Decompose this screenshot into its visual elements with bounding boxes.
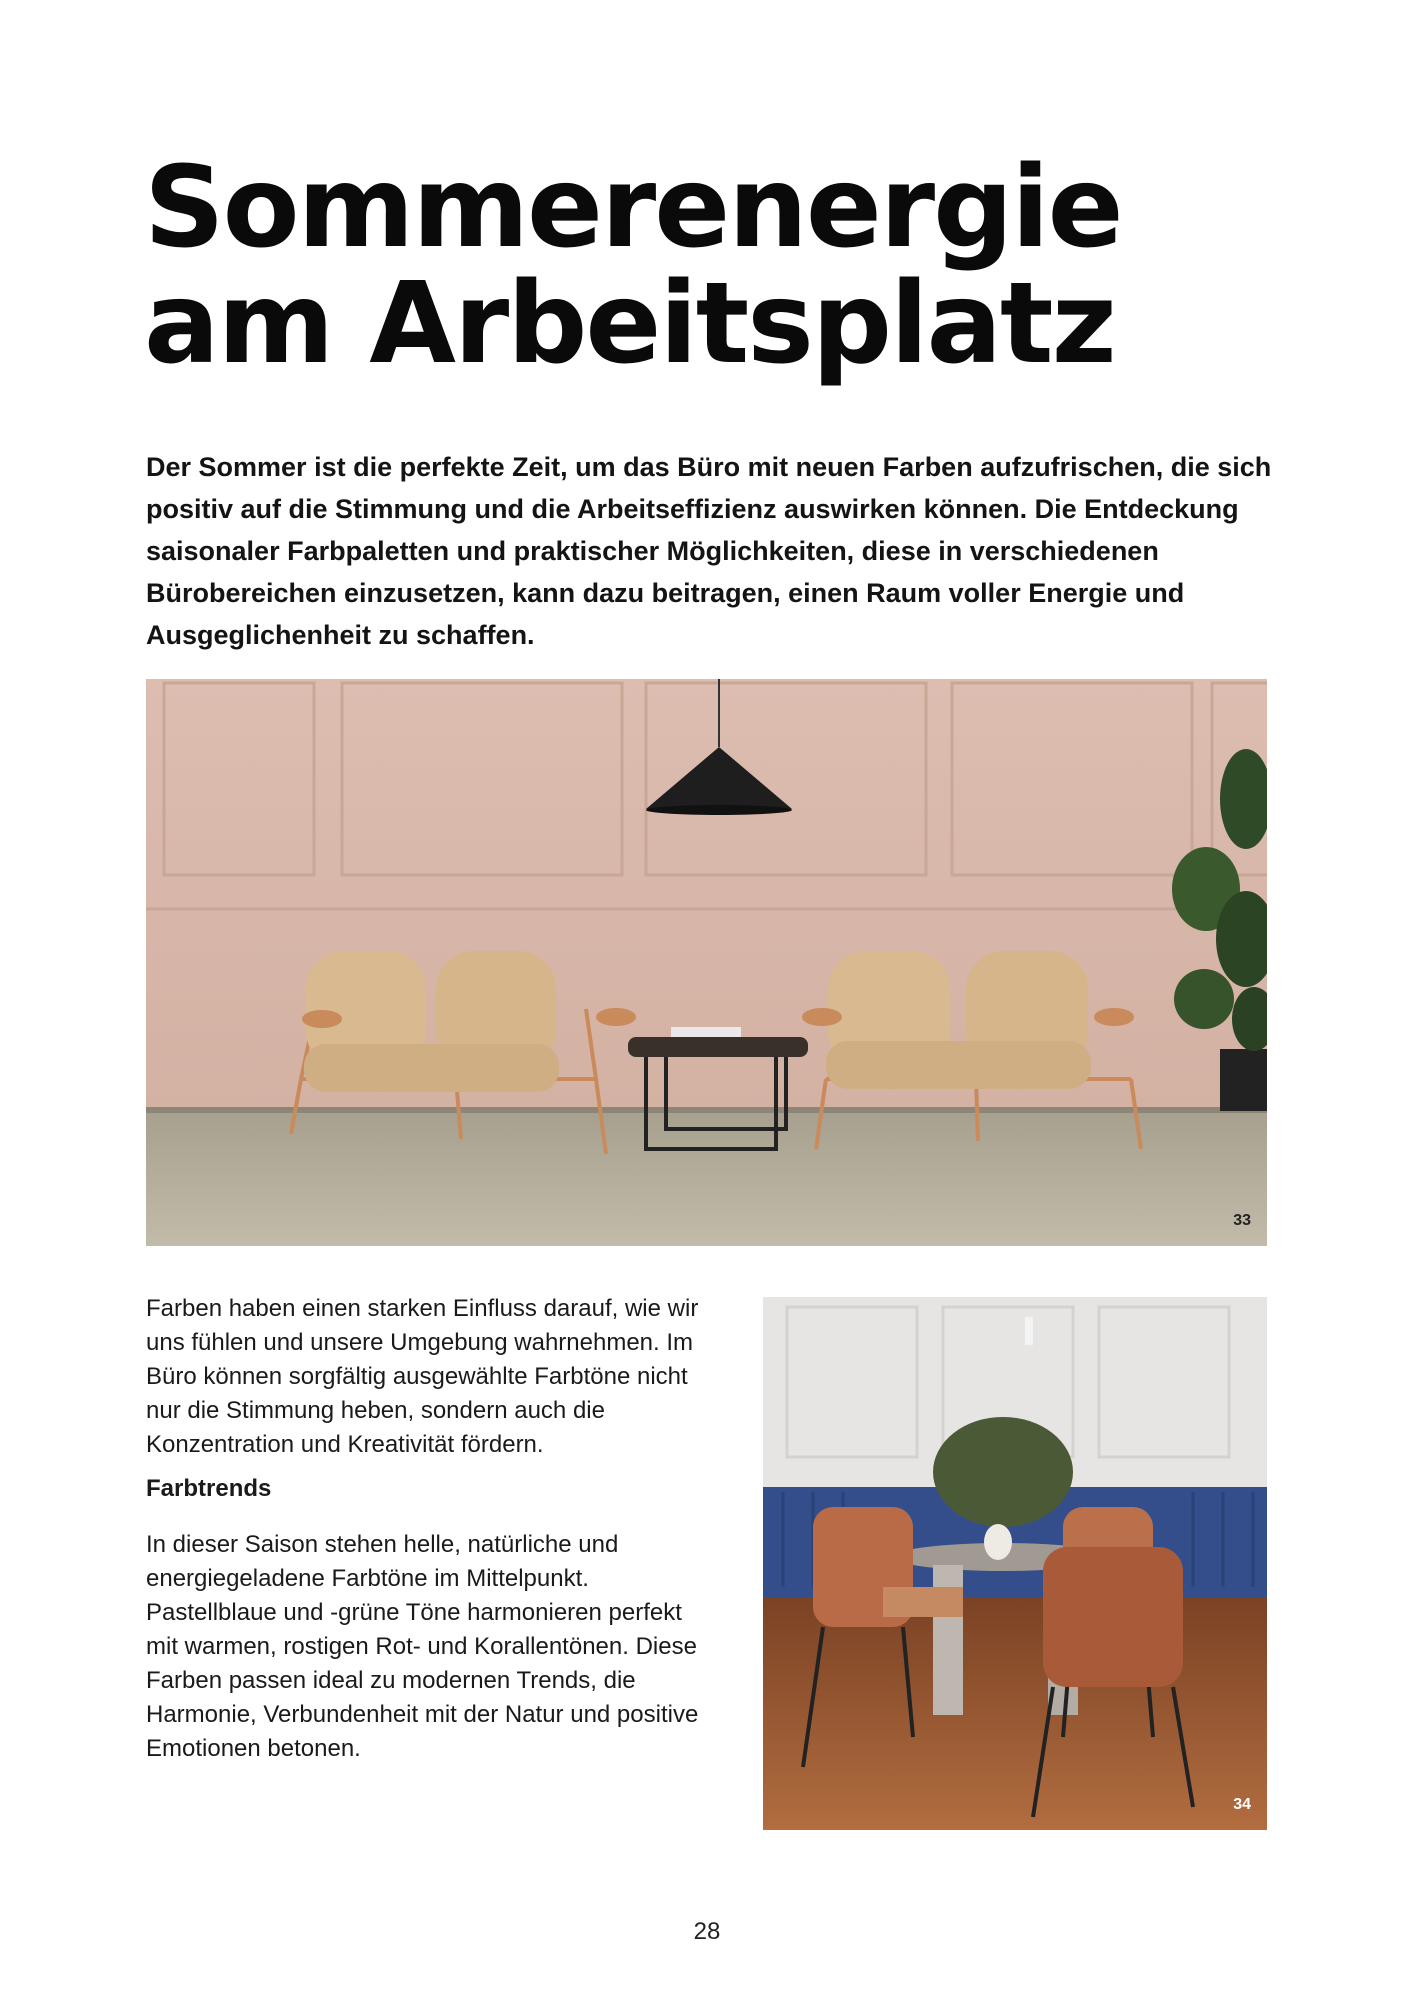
title-line-2: am Arbeitsplatz — [144, 259, 1115, 389]
intro-paragraph: Farben haben einen starken Einfluss darauf, wie wir uns fühlen und unsere Umgebung wahrnehmen. Im Büro können sorgfältig ausgewählte Farbtöne nicht nur die Stimmung heben, sondern auch die Konzentration und Kreativität fördern. — [146, 1295, 699, 1458]
floor — [146, 1111, 1267, 1246]
dining-photo — [763, 1297, 1267, 1830]
page-number: 28 — [693, 1918, 721, 1945]
image-number: 33 — [1233, 1212, 1251, 1229]
section-heading: Farbtrends — [146, 1475, 272, 1502]
title-line-1: Sommerenergie — [144, 143, 1122, 273]
body-text — [146, 1292, 716, 1766]
lead-paragraph: Der Sommer ist die perfekte Zeit, um das Büro mit neuen Farben aufzufrischen, die sich positiv auf die Stimmung und die Arbeitseffizienz auswirken können. Die Entdeckung saisonaler Farbpaletten und praktischer Möglichkeiten, diese in verschiedenen Bürobereichen einzusetzen, kann dazu beitragen, einen Raum voller Energie und Ausgeglichenheit zu schaffen. — [146, 452, 1272, 650]
image-number: 34 — [1233, 1796, 1251, 1813]
lounge-photo — [146, 679, 1267, 1246]
page-title — [144, 143, 1122, 389]
trends-paragraph: In dieser Saison stehen helle, natürliche und energiegeladene Farbtöne im Mittelpunkt. Pastellblaue und -grüne Töne harmonieren perfekt mit warmen, rostigen Rot- und Korallentönen. Diese Farben passen ideal zu modernen Trends, die Harmonie, Verbundenheit mit der Natur und positive Emotionen betonen. — [146, 1531, 699, 1762]
